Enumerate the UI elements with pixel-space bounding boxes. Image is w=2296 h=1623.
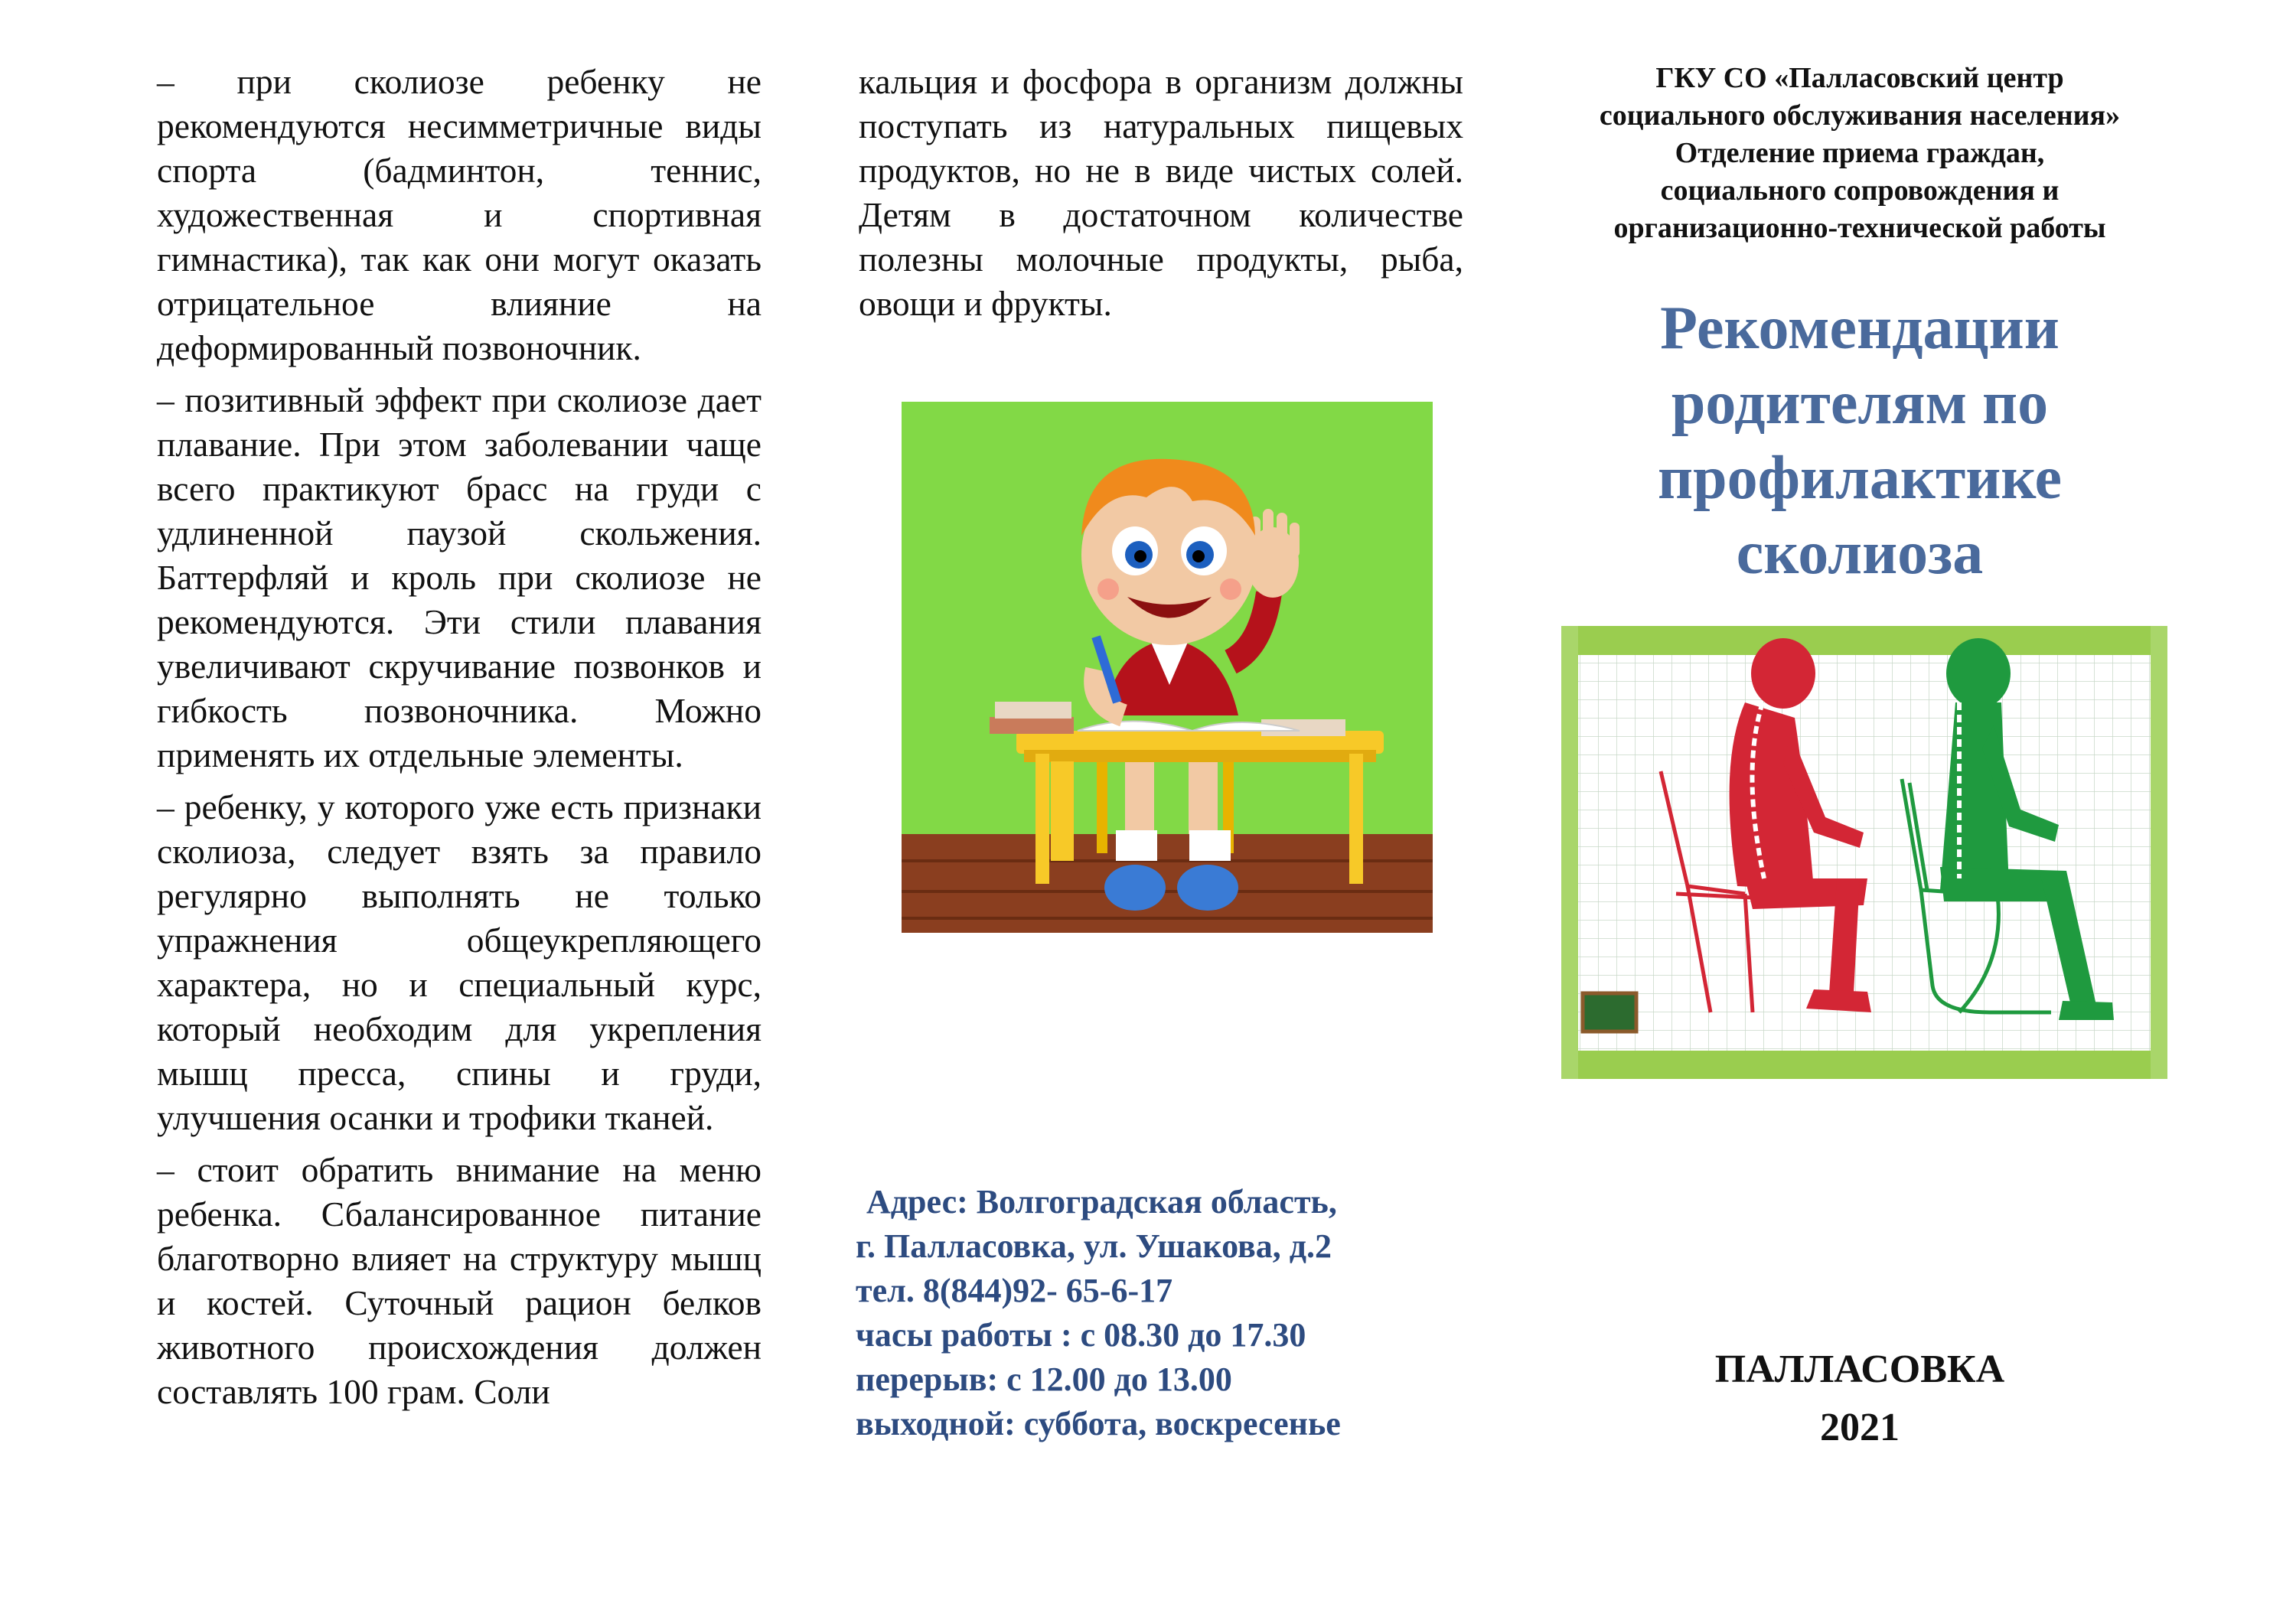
paragraph-sports: – при сколиозе ребенку не рекомендуются несимметричные виды спорта (бадминтон, теннис, художественная и спортивная гимнастика), так как они могут оказать отрицательное влияние на деформированный позвоночник.	[157, 62, 762, 367]
brochure-title	[1554, 291, 2166, 591]
boy-at-desk-illustration	[902, 402, 1433, 933]
left-column	[157, 60, 762, 1414]
year: 2021	[1820, 1406, 1900, 1449]
city-name: ПАЛЛАСОВКА	[1714, 1348, 2005, 1391]
address-block	[856, 1180, 1483, 1446]
org-name-line2: социального обслуживания населения»	[1599, 99, 2121, 132]
paragraph-swimming: – позитивный эффект при сколиозе дает плавание. При этом заболевании чаще всего практикуют брасс на груди с удлиненной паузой скольжения. Баттерфляй и кроль при сколиозе не рекомендуются. Эти стили плавания увеличивают скручивание позвонков и гибкость позвоночника. Можно применять их отдельные элементы.	[157, 380, 762, 774]
department-line2: социального сопровождения и	[1660, 174, 2060, 207]
address-region: Адрес: Волгоградская область,	[866, 1183, 1337, 1221]
org-name-line1: ГКУ СО «Палласовский центр	[1655, 62, 2064, 94]
title-line1: Рекомендации	[1660, 295, 2060, 362]
address-phone: тел. 8(844)92- 65-6-17	[856, 1272, 1173, 1309]
address-days-off: выходной: суббота, воскресенье	[856, 1405, 1341, 1442]
address-break: перерыв: с 12.00 до 13.00	[856, 1361, 1232, 1398]
paragraph-exercises: – ребенку, у которого уже есть признаки сколиоза, следует взять за правило регулярно выполнять не только упражнения общеукрепляющего характера, но и специальный курс, который необходим для укрепления мышц пресса, спины и груди, улучшения осанки и трофики тканей.	[157, 787, 762, 1137]
address-hours: часы работы : с 08.30 до 17.30	[856, 1316, 1306, 1354]
department-line3: организационно-технической работы	[1613, 212, 2106, 244]
posture-illustration	[1561, 626, 2167, 1079]
department-line1: Отделение приема граждан,	[1675, 137, 2045, 169]
title-line4: сколиоза	[1736, 520, 1984, 587]
address-street: г. Палласовка, ул. Ушакова, д.2	[856, 1227, 1332, 1265]
paragraph-nutrition: – стоит обратить внимание на меню ребенка. Сбалансированное питание благотворно влияет на структуру мышц и костей. Суточный рацион белков животного происхождения должен составлять 100 грам. Соли	[157, 1150, 762, 1411]
title-line3: профилактике	[1657, 445, 2062, 512]
organization-header	[1554, 60, 2166, 247]
middle-column	[859, 60, 1463, 326]
title-line2: родителям по	[1671, 370, 2049, 437]
footer	[1554, 1341, 2166, 1457]
paragraph-calcium: кальция и фосфора в организм должны поступать из натуральных пищевых продуктов, но не в виде чистых солей. Детям в достаточном количестве полезны молочные продукты, рыба, овощи и фрукты.	[859, 62, 1463, 323]
